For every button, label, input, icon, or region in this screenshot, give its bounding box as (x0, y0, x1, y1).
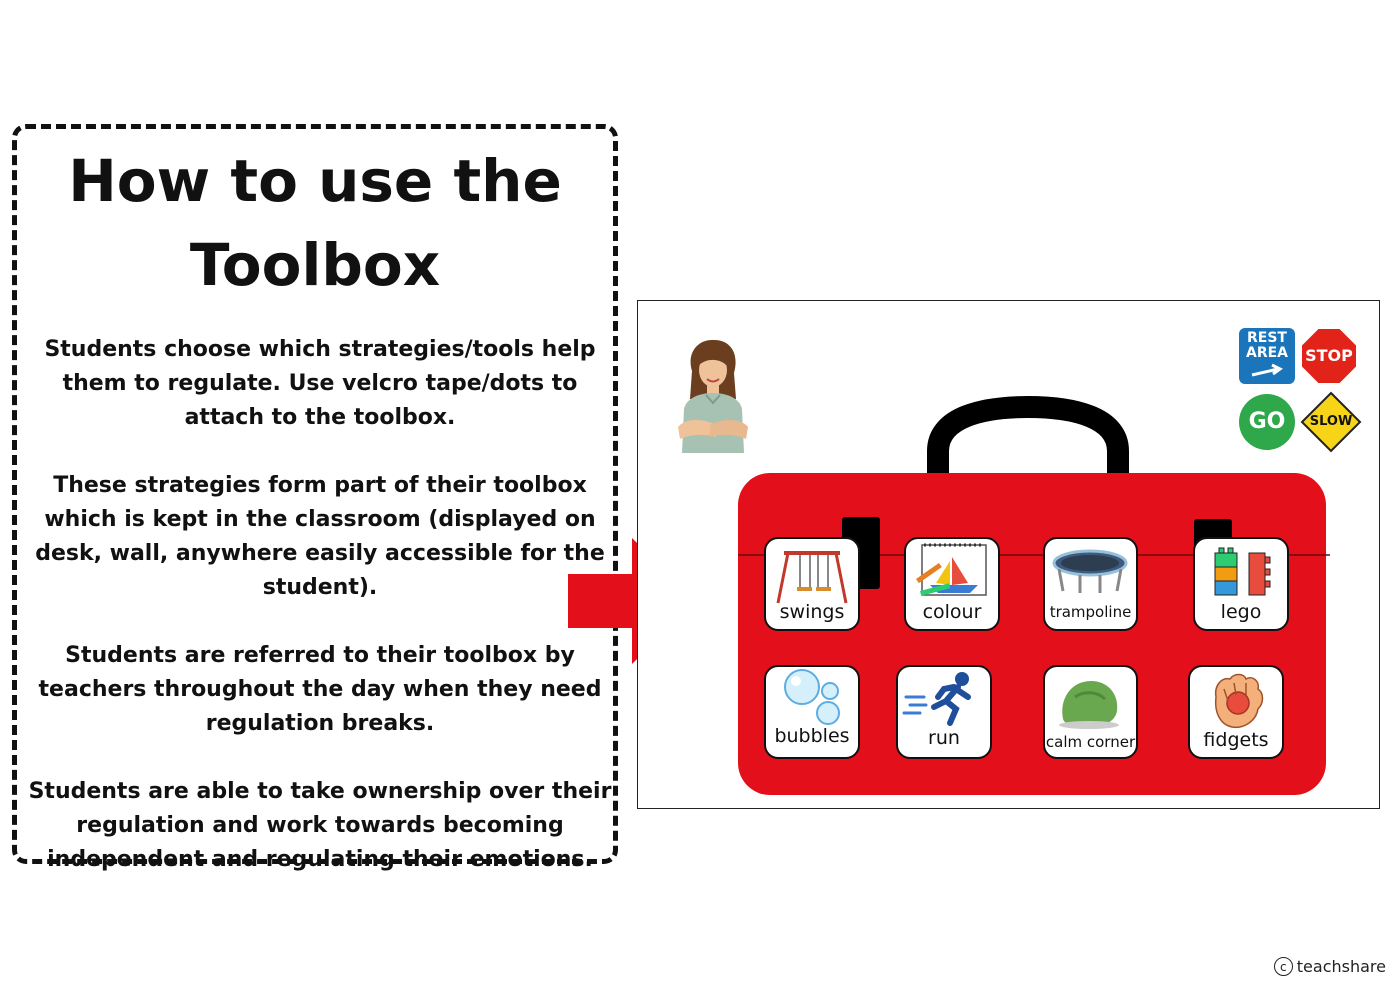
card-label-trampoline: trampoline (1049, 603, 1132, 621)
card-calm-corner[interactable] (1043, 665, 1138, 759)
go-sign-text: GO (1248, 409, 1286, 434)
card-label-lego: lego (1220, 601, 1262, 623)
instruction-paragraph-4: Students are able to take ownership over their regulation and work towards becoming independent and regulating their emotions. (28, 779, 612, 872)
stop-sign-text: STOP (1305, 346, 1353, 365)
brand-watermark (1274, 957, 1386, 976)
swings-icon (766, 539, 858, 605)
card-trampoline[interactable] (1043, 537, 1138, 631)
copyright-icon: c (1274, 957, 1293, 976)
card-lego[interactable] (1193, 537, 1289, 631)
instructions-panel (12, 124, 618, 872)
card-label-swings: swings (779, 601, 845, 623)
card-colour[interactable] (904, 537, 1000, 631)
brand-name: teachshare (1296, 957, 1386, 976)
rest-area-line-1: REST (1247, 330, 1287, 346)
instruction-paragraph-1: Students choose which strategies/tools help them to regulate. Use velcro tape/dots to attach to the toolbox. (44, 337, 596, 430)
card-label-fidgets: fidgets (1203, 729, 1269, 751)
card-run[interactable] (896, 665, 992, 759)
trampoline-icon (1045, 539, 1136, 597)
fidget-hand-icon (1190, 667, 1282, 737)
toolbox-example (637, 300, 1380, 809)
instruction-paragraph-2: These strategies form part of their toolbox which is kept in the classroom (displayed on desk, wall, anywhere easily accessible for the student). (35, 473, 605, 600)
card-label-calm-corner: calm corner (1045, 733, 1136, 751)
page-title (17, 139, 613, 307)
card-bubbles[interactable] (764, 665, 860, 759)
card-fidgets[interactable] (1188, 665, 1284, 759)
colouring-icon (906, 539, 998, 603)
card-label-bubbles: bubbles (774, 725, 850, 747)
instruction-paragraph-3: Students are referred to their toolbox by teachers throughout the day when they need regulation breaks. (38, 643, 602, 736)
running-person-icon (898, 667, 990, 731)
bubbles-icon (766, 667, 858, 731)
slow-sign-text: SLOW (1309, 414, 1353, 429)
card-swings[interactable] (764, 537, 860, 631)
card-label-run: run (928, 727, 960, 749)
rest-area-line-2: AREA (1245, 345, 1288, 361)
title-line-2: Toolbox (189, 231, 441, 299)
instructions-text (25, 333, 615, 911)
title-line-1: How to use the (68, 147, 562, 215)
lego-icon (1195, 539, 1287, 603)
beanbag-icon (1045, 667, 1136, 731)
card-label-colour: colour (922, 601, 982, 623)
